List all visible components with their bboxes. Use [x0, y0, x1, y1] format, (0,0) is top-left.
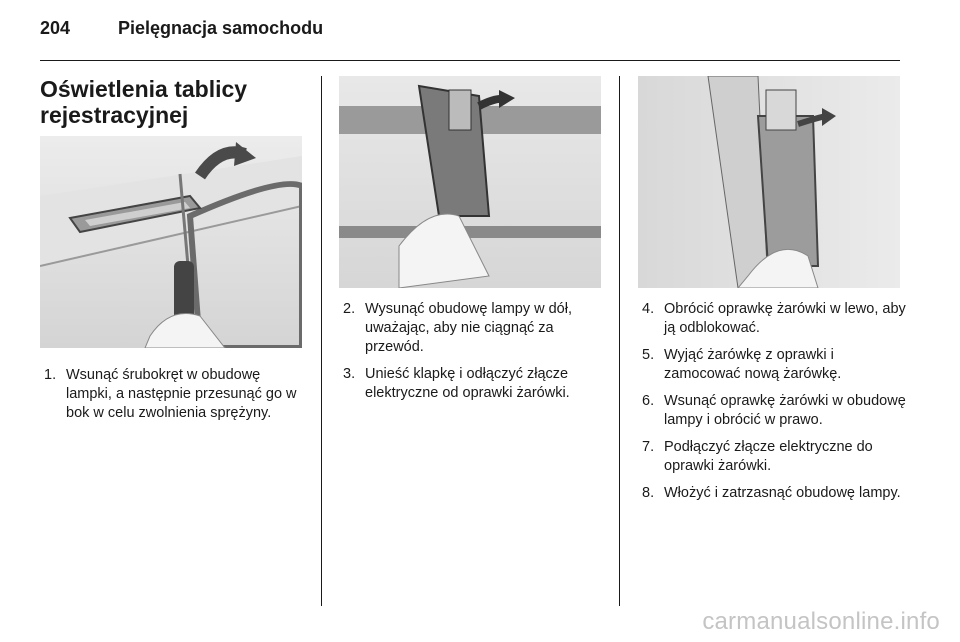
lamp-housing-icon — [339, 76, 601, 288]
step-text: Włożyć i zatrzasnąć obudowę lampy. — [664, 485, 901, 501]
step-text: Wysunąć obudowę lampy w dół, uważając, aby nie ciągnąć za przewód. — [365, 301, 573, 355]
bulb-holder-rotate-icon — [638, 76, 900, 288]
step-number: 4. — [642, 301, 655, 317]
section-title — [40, 76, 300, 128]
step-text: Wsunąć oprawkę żarówki w obudowę lampy i obrócić w prawo. — [664, 393, 906, 428]
step-number: 8. — [642, 485, 655, 501]
list-item — [638, 438, 908, 476]
step-text: Podłączyć złącze elektryczne do oprawki żarówki. — [664, 439, 873, 474]
list-item — [339, 300, 601, 357]
step-number: 5. — [642, 347, 655, 363]
list-item — [638, 484, 908, 503]
step-number: 3. — [343, 366, 356, 382]
step-text: Unieść klapkę i odłączyć złącze elektryczne od oprawki żarówki. — [365, 366, 570, 401]
step-text: Obrócić oprawkę żarówki w lewo, aby ją odblokować. — [664, 301, 906, 336]
header-divider — [40, 60, 900, 61]
list-item — [40, 366, 302, 423]
watermark: carmanualsonline.info — [702, 608, 940, 635]
figure-bulb-holder — [638, 76, 900, 288]
step-number: 2. — [343, 301, 356, 317]
list-item — [638, 346, 908, 384]
step-text: Wyjąć żarówkę z oprawki i zamocować nową żarówkę. — [664, 347, 842, 382]
chapter-title: Pielęgnacja samochodu — [118, 18, 324, 38]
page-header — [40, 14, 900, 44]
list-item — [339, 365, 601, 403]
list-item — [638, 392, 908, 430]
step-number: 7. — [642, 439, 655, 455]
step-text: Wsunąć śrubokręt w obudowę lampki, a następnie przesunąć go w bok w celu zwolnienia sprężyny. — [66, 367, 297, 421]
screwdriver-under-lamp-icon — [40, 136, 302, 348]
steps-column-1 — [40, 366, 302, 431]
section-title-line2: rejestracyjnej — [40, 102, 189, 128]
page-number: 204 — [40, 18, 71, 38]
figure-lamp-housing — [339, 76, 601, 288]
column-divider-1 — [321, 76, 322, 606]
column-divider-2 — [619, 76, 620, 606]
figure-screwdriver-lamp — [40, 136, 302, 348]
list-item — [638, 300, 908, 338]
section-title-line1: Oświetlenia tablicy — [40, 76, 248, 102]
steps-column-2 — [339, 300, 601, 411]
step-number: 1. — [44, 367, 57, 383]
steps-column-3 — [638, 300, 908, 511]
step-number: 6. — [642, 393, 655, 409]
